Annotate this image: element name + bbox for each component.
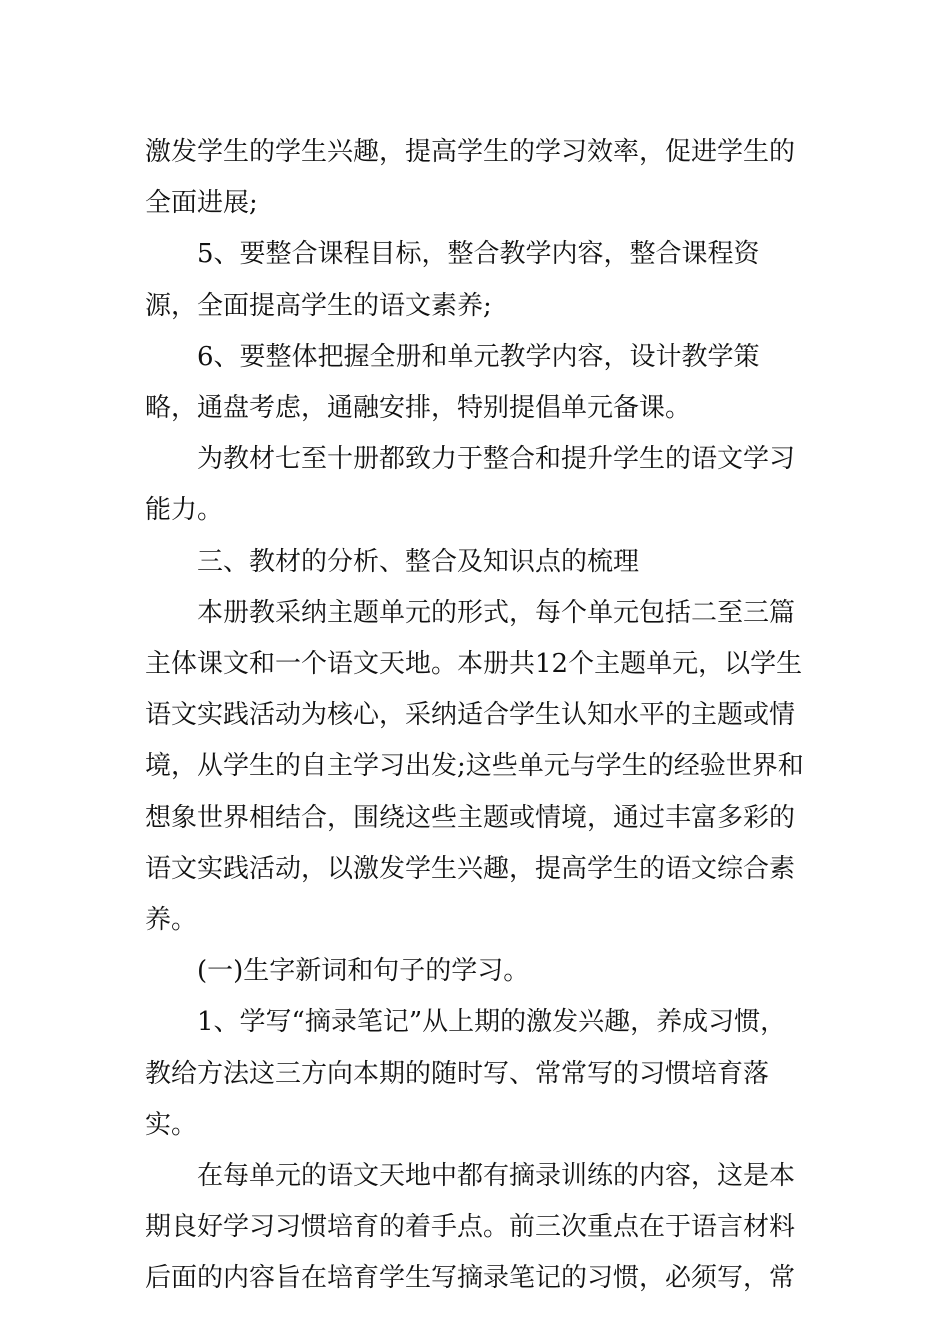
subsection-heading: (一)生字新词和句子的学习。 — [197, 956, 530, 987]
paragraph-1: 激发学生的学生兴趣，提高学生的学习效率，促进学生的全面进展; — [145, 137, 796, 219]
paragraph-3: 6、要整体把握全册和单元教学内容，设计教学策略，通盘考虑，通融安排，特别提倡单元备课。 — [145, 341, 760, 424]
document-body — [145, 127, 810, 1305]
section-heading: 三、教材的分析、整合及知识点的梳理 — [197, 546, 640, 577]
paragraph-5: 本册教采纳主题单元的形式，每个单元包括二至三篇主体课文和一个语文天地。本册共12个主题单元，以学生语文实践活动为核心，采纳适合学生认知水平的主题或情境，从学生的自主学习出发;这些单元与学生的经验世界和想象世界相结合，围绕这些主题或情境，通过丰富多彩的语文实践活动，以激发学生兴趣，提高学生的语文综合素养。 — [145, 597, 804, 936]
paragraph-4: 为教材七至十册都致力于整合和提升学生的语文学习能力。 — [145, 444, 796, 526]
paragraph-7: 在每单元的语文天地中都有摘录训练的内容，这是本期良好学习习惯培育的着手点。前三次重点在于语言材料后面的内容旨在培育学生写摘录笔记的习惯，必须写，常 — [145, 1161, 796, 1294]
paragraph-6: 1、学写“摘录笔记”从上期的激发兴趣，养成习惯，教给方法这三方向本期的随时写、常常写的习惯培育落实。 — [145, 1007, 787, 1140]
paragraph-2: 5、要整合课程目标，整合教学内容，整合课程资源，全面提高学生的语文素养; — [145, 239, 760, 321]
